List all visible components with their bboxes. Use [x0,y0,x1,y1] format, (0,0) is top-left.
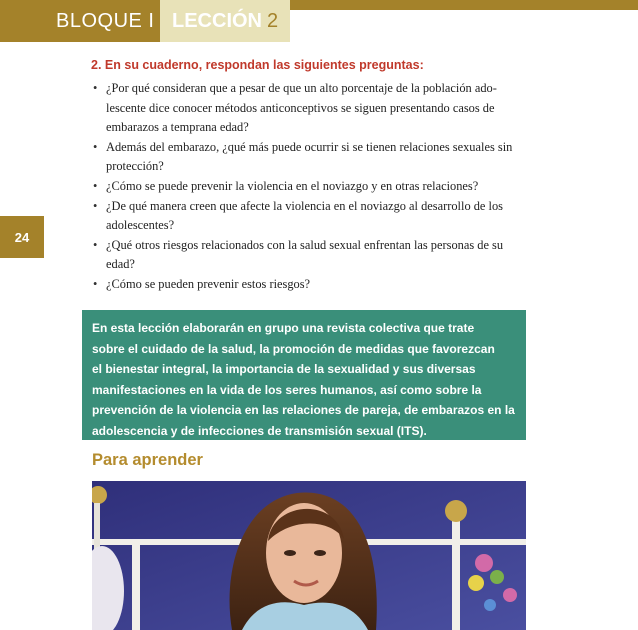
lesson-intro-line: En esta lección elaborarán en grupo una revista colectiva que trate [92,321,475,335]
teen-photo [92,481,526,630]
lesson-intro-line: adolescencia y de infecciones de transmisión sexual (ITS). [92,423,427,438]
section-title: Para aprender [92,451,203,469]
page-number: 24 [0,216,44,258]
lesson-intro-box [82,310,526,440]
list-item-text: ¿Cómo se puede prevenir la violencia en el noviazgo y en otras relaciones? [106,178,479,193]
list-item-text: Además del embarazo, ¿qué más puede ocurrir si se tienen relaciones sexuales sin protección? [106,139,513,174]
list-item [91,138,521,177]
list-item-text: ¿De qué manera creen que afecte la violencia en el noviazgo al desarrollo de los adolescentes? [106,198,503,233]
question-number: 2. [91,58,102,72]
bullet-icon: • [93,178,98,193]
bloque-label: BLOQUE I [0,0,160,42]
question-text: En su cuaderno, respondan las siguientes preguntas: [104,58,424,72]
leccion-label [160,0,290,42]
list-item [91,275,521,295]
header-rule [290,0,638,10]
leccion-text: LECCIÓN [172,9,262,32]
bullet-icon: • [93,139,98,154]
list-item [91,79,521,138]
list-item-text: ¿Cómo se pueden prevenir estos riesgos? [106,276,311,291]
list-item-text: ¿Qué otros riesgos relacionados con la salud sexual enfrentan las personas de su edad? [106,237,504,272]
leccion-number: 2 [267,9,279,32]
lesson-intro-line: sobre el cuidado de la salud, la promoción de medidas que favorezcan [92,341,495,356]
lesson-intro-line: el bienestar integral, la importancia de la sexualidad y sus diversas [92,362,476,376]
list-item [91,236,521,275]
list-item [91,177,521,197]
list-item [91,197,521,236]
question-list [91,79,521,295]
question-heading [91,58,531,72]
lesson-intro-line: prevención de la violencia en las relaciones de pareja, de embarazos en la [92,403,515,417]
bullet-icon: • [93,237,98,252]
teen-photo-illustration [92,481,526,630]
bullet-icon: • [93,81,98,95]
list-item-text: ¿Por qué consideran que a pesar de que un alto porcentaje de la población ado-lescente dice conocer métodos anticonceptivos se siguen presentando casos de embarazos a temprana edad? [106,81,497,135]
lesson-intro-line: manifestaciones en la vida de los seres humanos, así como sobre la [92,382,482,397]
bullet-icon: • [93,276,98,291]
bullet-icon: • [93,198,98,213]
